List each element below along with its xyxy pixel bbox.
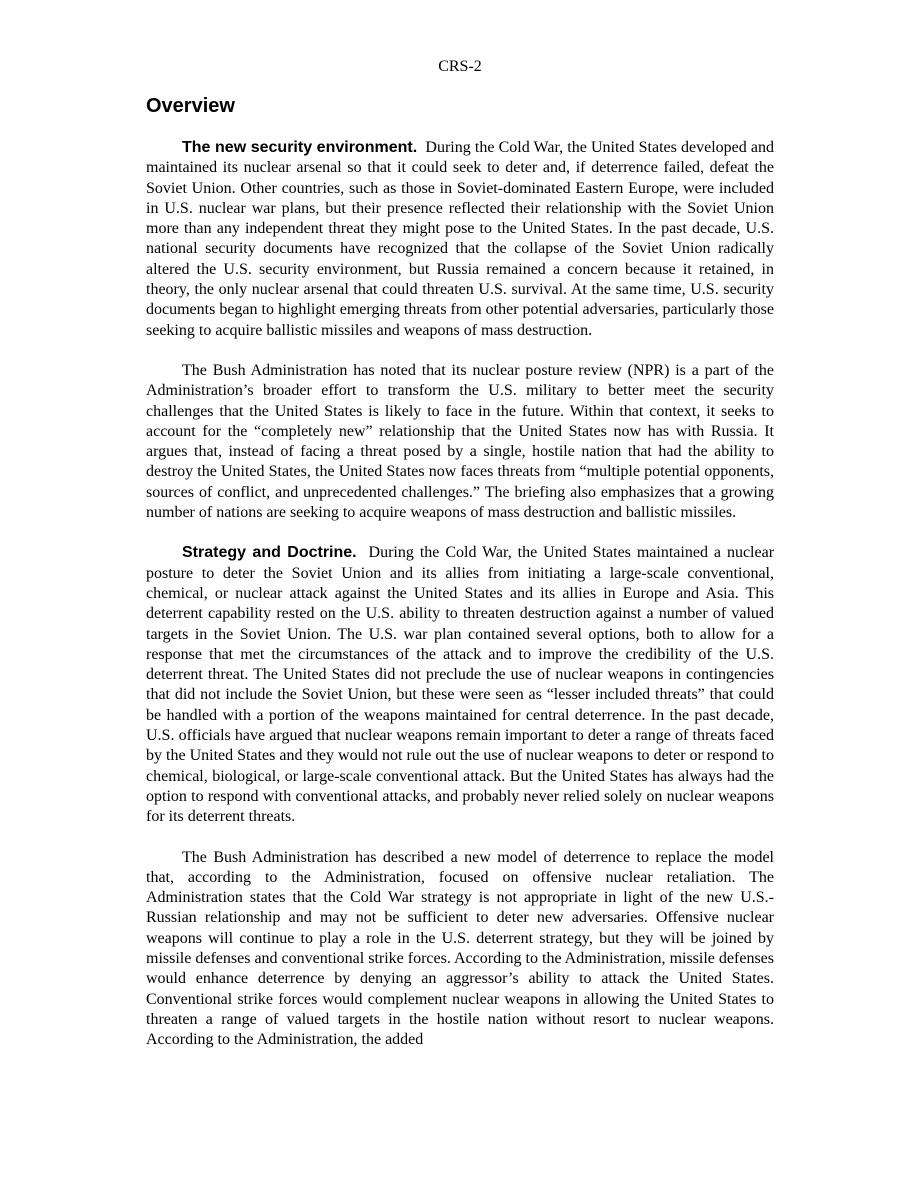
run-in-heading: Strategy and Doctrine. — [182, 544, 357, 562]
paragraph-text: During the Cold War, the United States developed and maintained its nuclear arsenal so that it could seek to deter and, if deterrence failed, defeat the Soviet Union. Other countries, such as those in Soviet-dominated Eastern Europe, were included in U.S. nuclear war plans, but their presence reflected their relationship with the Soviet Union more than any independent threat they might pose to the United States. In the past decade, U.S. national security documents have recognized that the collapse of the Soviet Union radically altered the U.S. security environment, but Russia remained a concern because it retained, in theory, the only nuclear arsenal that could threaten U.S. survival. At the same time, U.S. security documents began to highlight emerging threats from other potential adversaries, particularly those seeking to acquire ballistic missiles and weapons of mass destruction. — [146, 139, 774, 339]
section-heading: Overview — [146, 95, 235, 117]
paragraph-npr-context — [146, 361, 774, 523]
paragraph-new-deterrence-model — [146, 848, 774, 1051]
paragraph-text: The Bush Administration has described a new model of deterrence to replace the model that, according to the Administration, focused on offensive nuclear retaliation. The Administration states that the Cold War strategy is not appropriate in light of the new U.S.-Russian relationship and may not be sufficient to deter new adversaries. Offensive nuclear weapons will continue to play a role in the U.S. deterrent strategy, but they will be joined by missile defenses and conventional strike forces. According to the Administration, missile defenses would enhance deterrence by denying an aggressor’s ability to attack the United States. Conventional strike forces would complement nuclear weapons in allowing the United States to threaten a range of valued targets in the hostile nation without resort to nuclear weapons. According to the Administration, the added — [146, 848, 774, 1049]
body-text — [146, 138, 774, 1050]
paragraph-strategy-doctrine — [146, 543, 774, 827]
page-number-header: CRS-2 — [438, 58, 482, 75]
paragraph-new-security-environment — [146, 138, 774, 341]
run-in-heading: The new security environment. — [182, 139, 418, 156]
paragraph-text: During the Cold War, the United States maintained a nuclear posture to deter the Soviet Union and its allies from initiating a large-scale conventional, chemical, or nuclear attack against the United States and its allies in Europe and Asia. This deterrent capability rested on the U.S. ability to threaten destruction against a number of valued targets in the Soviet Union. The U.S. war plan contained several options, both to allow for a response that met the circumstances of the attack and to improve the credibility of the U.S. deterrent threat. The United States did not preclude the use of nuclear weapons in contingencies that did not include the Soviet Union, but these were seen as “lesser included threats” that could be handled with a portion of the weapons maintained for central deterrence. In the past decade, U.S. officials have argued that nuclear weapons remain important to deter a range of threats faced by the United States and they would not rule out the use of nuclear weapons to deter or respond to chemical, biological, or large-scale conventional attack. But the United States has always had the option to respond with conventional attacks, and probably never relied solely on nuclear weapons for its deterrent threats. — [146, 544, 775, 826]
paragraph-text: The Bush Administration has noted that its nuclear posture review (NPR) is a part of the Administration’s broader effort to transform the U.S. military to better meet the security challenges that the United States is likely to face in the future. Within that context, it seeks to account for the “completely new” relationship that the United States now has with Russia. It argues that, instead of facing a threat posed by a single, hostile nation that had the ability to destroy the United States, the United States now faces threats from “multiple potential opponents, sources of conflict, and unprecedented challenges.” The briefing also emphasizes that a growing number of nations are seeking to acquire weapons of mass destruction and ballistic missiles. — [146, 361, 774, 522]
